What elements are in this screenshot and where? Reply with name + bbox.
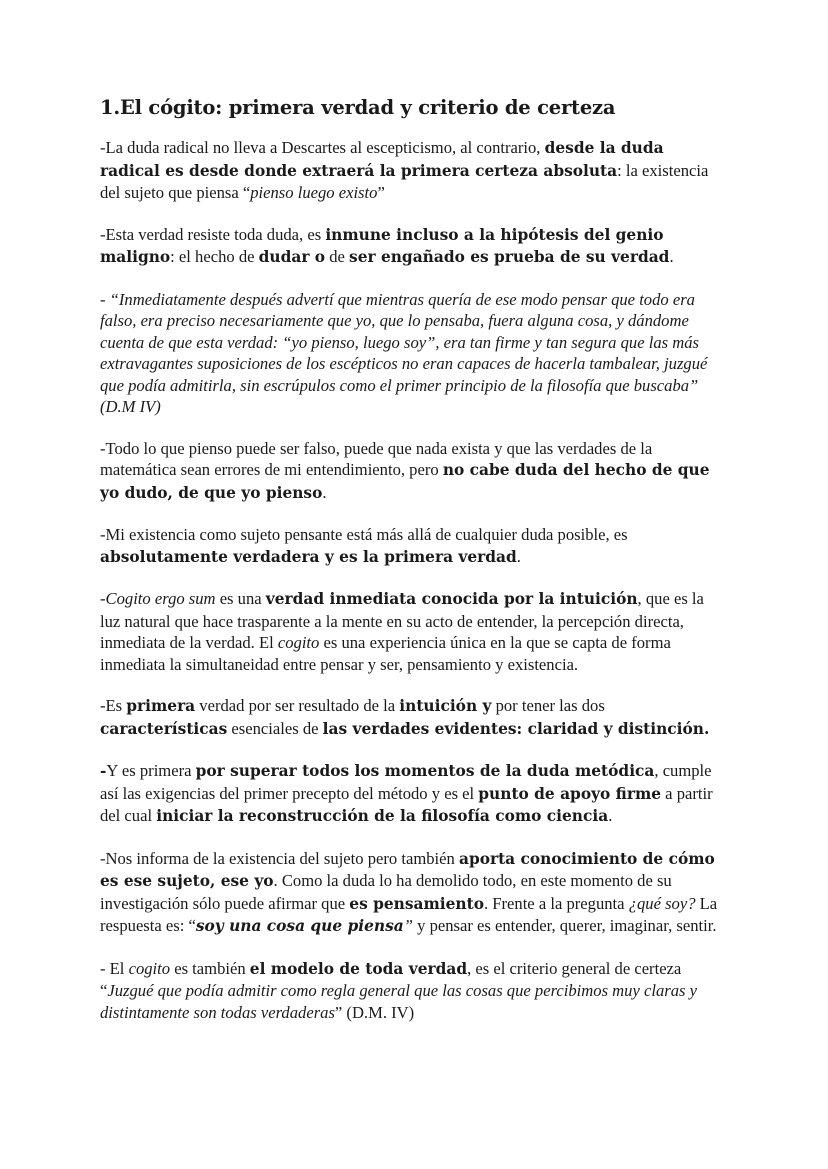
text: -Todo lo que pienso puede ser falso, puede que nada exista y que las verdades de la matemática sean errores de mi entendimiento, pero bbox=[100, 438, 653, 479]
italic-text: cogito bbox=[128, 958, 171, 978]
text: . bbox=[516, 546, 521, 566]
bold-text: primera bbox=[126, 697, 196, 715]
text: por tener las dos bbox=[491, 696, 605, 715]
text: y pensar es entender, querer, imaginar, sentir. bbox=[412, 916, 717, 935]
text: . Frente a la pregunta bbox=[483, 893, 629, 913]
bold-text: es pensamiento bbox=[349, 894, 484, 913]
text: Y es primera bbox=[106, 761, 196, 780]
text: es una bbox=[215, 589, 266, 608]
bold-text: iniciar la reconstrucción de la filosofía como ciencia bbox=[156, 807, 609, 825]
bold-text: inmune incluso a la hipótesis del genio maligno bbox=[100, 225, 664, 266]
text: . bbox=[322, 482, 327, 502]
paragraph-9 bbox=[100, 848, 725, 938]
bold-text: desde la duda radical es desde donde extraerá la primera certeza absoluta bbox=[100, 139, 664, 180]
text: verdad por ser resultado de la bbox=[195, 696, 400, 715]
text: -Nos informa de la existencia del sujeto pero también bbox=[100, 848, 459, 868]
bold-italic-text: soy una cosa que piensa bbox=[195, 917, 404, 935]
text: . bbox=[608, 806, 613, 825]
bold-text: intuición y bbox=[399, 697, 492, 715]
text: a partir del cual bbox=[100, 783, 713, 825]
text: . bbox=[669, 247, 674, 266]
bold-text: las verdades evidentes: claridad y distinción. bbox=[322, 719, 710, 738]
text: -Esta verdad resiste toda duda, es bbox=[100, 224, 326, 244]
paragraph-8 bbox=[100, 760, 725, 828]
text: , que es la luz natural que hace trasparente a la mente en su acto de entender, la percepción directa, inmediata de la verdad. El bbox=[100, 589, 704, 652]
italic-text: cogito bbox=[277, 633, 320, 652]
text: : el hecho de bbox=[170, 247, 259, 266]
text: ” (D.M. IV) bbox=[334, 1002, 415, 1022]
text: de bbox=[325, 247, 350, 266]
paragraph-10 bbox=[100, 958, 725, 1024]
paragraph-2 bbox=[100, 224, 725, 269]
italic-text: ¿qué soy? bbox=[628, 893, 696, 913]
text: , cumple así las exigencias del primer precepto del método y es el bbox=[100, 761, 712, 803]
bold-text: punto de apoyo firme bbox=[478, 784, 662, 803]
text: -Es bbox=[100, 696, 127, 715]
bold-text: - bbox=[100, 762, 107, 780]
paragraph-4 bbox=[100, 438, 725, 505]
document-page bbox=[100, 94, 725, 1043]
quote-paragraph: - “Inmediatamente después advertí que mientras quería de ese modo pensar que todo era falso, era preciso necesariamente que yo, que lo pensaba, fuera alguna cosa, y dándome cuenta de que esta verdad: “yo pienso, luego soy”, era tan firme y tan segura que las más extravagantes suposiciones de los escépticos no eran capaces de hacerla tambalear, juzgué que podía admitirla, sin escrúpulos como el primer principio de la filosofía que buscaba” (D.M IV) bbox=[100, 289, 708, 416]
italic-text: ” bbox=[403, 916, 413, 935]
text: . Como la duda lo ha demolido todo, en este momento de su investigación sólo puede afirmar que bbox=[100, 871, 672, 913]
paragraph-7 bbox=[100, 695, 725, 740]
text: es también bbox=[170, 958, 250, 978]
bold-text: por superar todos los momentos de la duda metódica bbox=[195, 762, 655, 780]
paragraph-6 bbox=[100, 588, 725, 675]
text: -La duda radical no lleva a Descartes al escepticismo, al contrario, bbox=[100, 138, 545, 157]
text: -Mi existencia como sujeto pensante está más allá de cualquier duda posible, es bbox=[100, 525, 628, 544]
bold-text: absolutamente verdadera y es la primera verdad bbox=[100, 547, 517, 566]
italic-text: pienso luego existo bbox=[250, 183, 378, 202]
italic-text: Cogito ergo sum bbox=[105, 589, 216, 608]
text: La respuesta es: “ bbox=[100, 893, 718, 935]
bold-text: aporta conocimiento de cómo es ese sujeto, ese yo bbox=[100, 849, 715, 890]
bold-text: características bbox=[100, 719, 228, 738]
text: es una experiencia única en la que se capta de forma inmediata la simultaneidad entre pensar y ser, pensamiento y existencia. bbox=[100, 633, 671, 674]
bold-text: no cabe duda del hecho de que yo dudo, de que yo pienso bbox=[100, 461, 710, 502]
bold-text: verdad inmediata conocida por la intuición bbox=[265, 590, 638, 608]
bold-text: dudar o bbox=[258, 248, 326, 266]
bold-text: ser engañado es prueba de su verdad bbox=[349, 248, 670, 266]
text: - El bbox=[100, 958, 129, 978]
text: : la existencia del sujeto que piensa “ bbox=[100, 160, 709, 202]
text: esenciales de bbox=[227, 718, 323, 738]
text: ” bbox=[377, 183, 385, 202]
bold-text: el modelo de toda verdad bbox=[249, 959, 468, 978]
paragraph-1 bbox=[100, 137, 725, 204]
text: - bbox=[100, 589, 106, 608]
italic-text: Juzgué que podía admitir como regla general que las cosas que percibimos muy claras y distintamente son todas verdaderas bbox=[100, 981, 697, 1022]
text: , es el criterio general de certeza “ bbox=[100, 958, 682, 1000]
paragraph-5 bbox=[100, 524, 725, 568]
document-title: 1.El cógito: primera verdad y criterio de certeza bbox=[100, 96, 616, 119]
